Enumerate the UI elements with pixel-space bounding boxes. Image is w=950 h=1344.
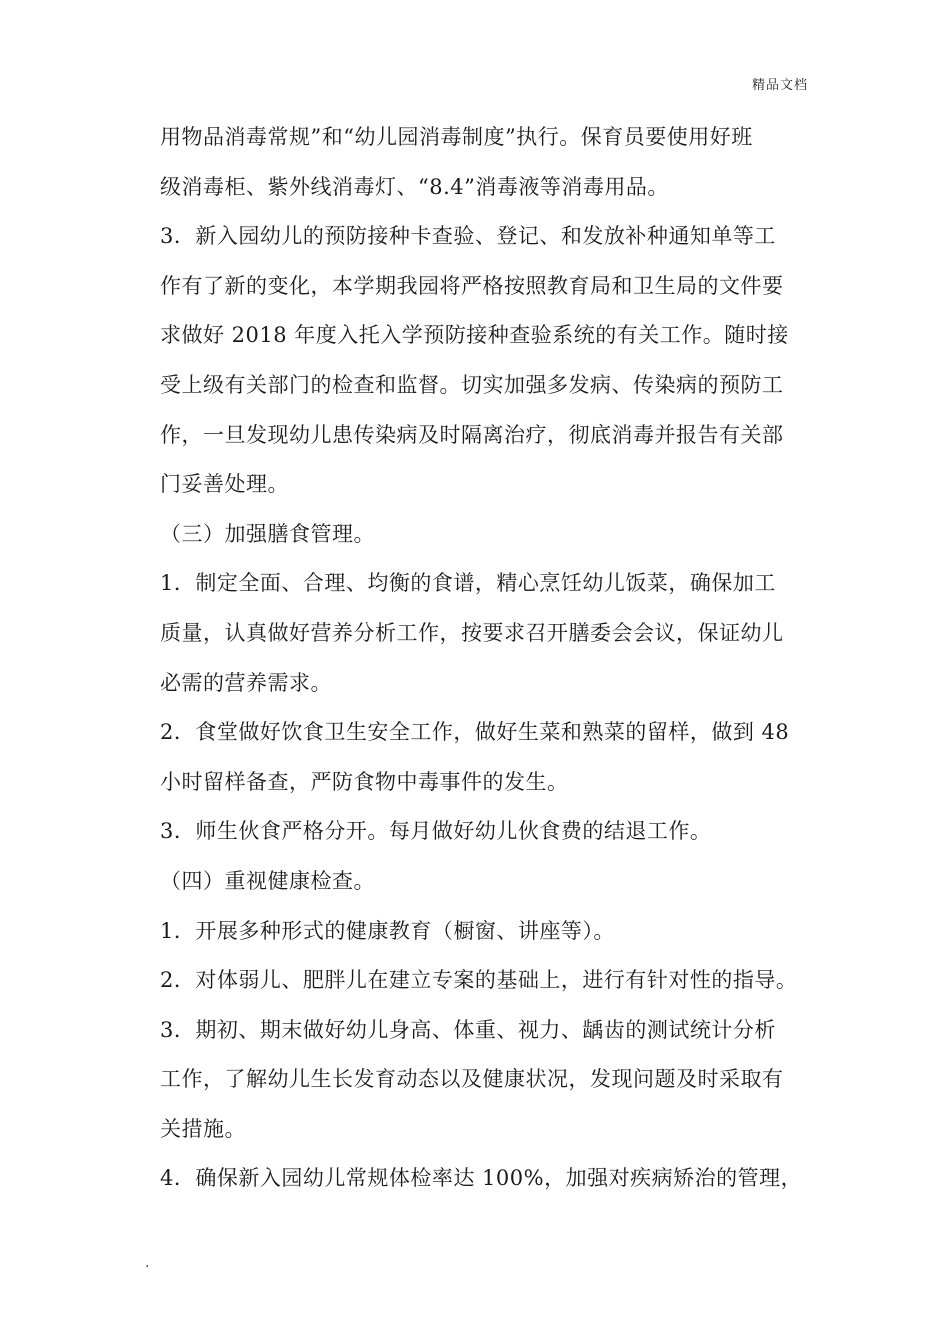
text-line: 门妥善处理。 [160, 472, 289, 497]
text-line: 用物品消毒常规”和“幼儿园消毒制度”执行。保育员要使用好班 [160, 125, 753, 149]
text-line: 级消毒柜、紫外线消毒灯、“8.4”消毒液等消毒用品。 [160, 174, 669, 199]
document-body [160, 113, 810, 1204]
text-line: 质量，认真做好营养分析工作，按要求召开膳委会会议，保证幼儿 [160, 620, 784, 645]
text-line: 作有了新的变化，本学期我园将严格按照教育局和卫生局的文件要 [160, 273, 784, 298]
text-line: 3．期初、期末做好幼儿身高、体重、视力、龋齿的测试统计分析 [160, 1017, 776, 1042]
text-line: 求做好 2018 年度入托入学预防接种查验系统的有关工作。随时接 [160, 323, 789, 348]
section-heading-3: （三）加强膳食管理。 [160, 521, 375, 546]
text-line: 2．食堂做好饮食卫生安全工作，做好生菜和熟菜的留样，做到 48 [160, 720, 790, 745]
section-heading-4: （四）重视健康检查。 [160, 868, 375, 893]
text-line: 关措施。 [160, 1116, 246, 1141]
text-line: 1．制定全面、合理、均衡的食谱，精心烹饪幼儿饭菜，确保加工 [160, 571, 776, 596]
text-line: 作，一旦发现幼儿患传染病及时隔离治疗，彻底消毒并报告有关部 [160, 422, 784, 447]
text-line: 受上级有关部门的检查和监督。切实加强多发病、传染病的预防工 [160, 372, 784, 397]
text-line: 3．新入园幼儿的预防接种卡查验、登记、和发放补种通知单等工 [160, 224, 776, 249]
footer-mark: . [145, 1255, 150, 1271]
text-line: 2．对体弱儿、肥胖儿在建立专案的基础上，进行有针对性的指导。 [160, 968, 798, 993]
text-line: 小时留样备查，严防食物中毒事件的发生。 [160, 769, 569, 794]
text-line: 必需的营养需求。 [160, 670, 332, 695]
text-line: 4．确保新入园幼儿常规体检率达 100%，加强对疾病矫治的管理， [160, 1166, 803, 1191]
header-label: 精品文档 [751, 78, 808, 93]
text-line: 工作，了解幼儿生长发育动态以及健康状况，发现问题及时采取有 [160, 1067, 784, 1092]
text-line: 1．开展多种形式的健康教育（橱窗、讲座等）。 [160, 918, 615, 943]
text-line: 3．师生伙食严格分开。每月做好幼儿伙食费的结退工作。 [160, 819, 712, 844]
